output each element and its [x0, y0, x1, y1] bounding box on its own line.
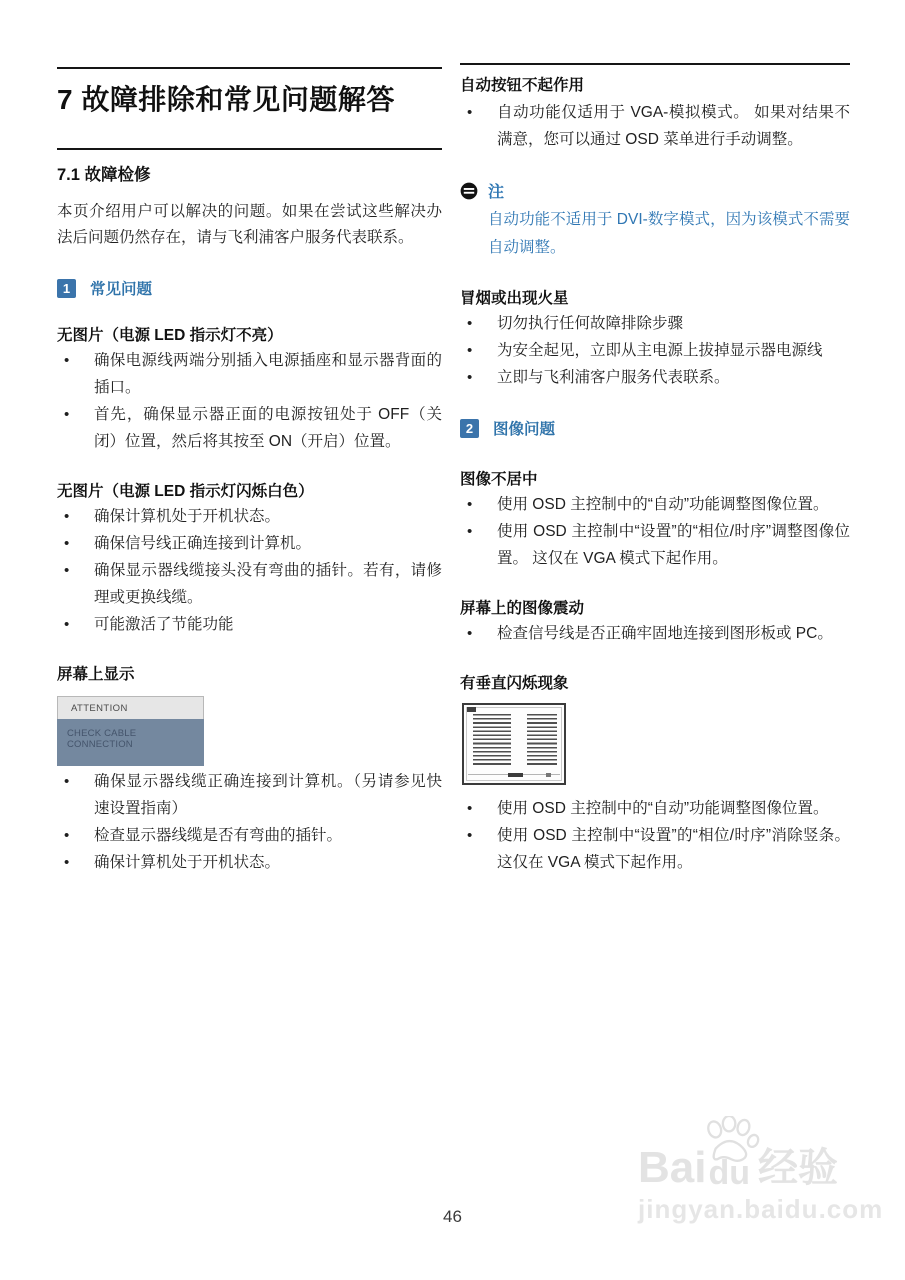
problem-heading: 有垂直闪烁现象 [460, 675, 569, 692]
section-badge-label: 常见问题 [90, 281, 153, 298]
section-badge-label: 图像问题 [493, 421, 556, 438]
bullet-list [460, 491, 850, 572]
attention-dialog-title: ATTENTION [57, 696, 204, 719]
section-number-badge: 2 [460, 419, 479, 438]
problem-heading: 图像不居中 [460, 471, 538, 488]
vertical-flicker-screen-image [462, 703, 566, 785]
flicker-stripes-right [527, 714, 557, 767]
list-item: • 使用 OSD 主控制中“设置”的“相位/时序”调整图像位置。 这仅在 VGA 模式下起作用。 [460, 518, 850, 572]
section-divider [57, 148, 442, 150]
problem-heading: 冒烟或出现火星 [460, 290, 569, 307]
problem-heading: 屏幕上显示 [57, 666, 135, 683]
watermark-text-du: du [708, 1154, 751, 1192]
list-item: • 使用 OSD 主控制中的“自动”功能调整图像位置。 [460, 795, 850, 822]
list-item: • 确保电源线两端分别插入电源插座和显示器背面的插口。 [57, 347, 442, 401]
bullet-list [57, 768, 442, 876]
note-icon [460, 182, 478, 200]
screen-bottom-dash [508, 773, 523, 777]
watermark-url: jingyan.baidu.com [638, 1194, 884, 1224]
bullet-list [460, 795, 850, 876]
bullet-list [460, 310, 850, 391]
section-divider [57, 67, 442, 69]
list-item: • 确保信号线正确连接到计算机。 [57, 530, 442, 557]
bullet-list [460, 99, 850, 153]
problem-heading: 自动按钮不起作用 [460, 77, 585, 94]
screen-logo-mark [467, 707, 476, 712]
list-item: • 确保计算机处于开机状态。 [57, 849, 442, 876]
numbered-section-2 [460, 417, 850, 439]
screen-bottom-dot [546, 773, 551, 777]
problem-heading: 无图片（电源 LED 指示灯不亮） [57, 327, 283, 344]
note-label: 注 [488, 184, 505, 201]
subsection-title: 7.1 故障检修 [57, 166, 151, 184]
list-item: • 首先，确保显示器正面的电源按钮处于 OFF（关闭）位置，然后将其按至 ON（开启）位置。 [57, 401, 442, 455]
list-item: • 为安全起见，立即从主电源上拔掉显示器电源线 [460, 337, 850, 364]
page-number: 46 [443, 1207, 462, 1226]
list-item: • 立即与飞利浦客户服务代表联系。 [460, 364, 850, 391]
note-block [460, 179, 850, 262]
bullet-list [57, 347, 442, 455]
attention-dialog-message: CHECK CABLE CONNECTION [57, 719, 204, 766]
paw-icon [702, 1116, 760, 1162]
attention-dialog-image [57, 696, 204, 766]
list-item: • 使用 OSD 主控制中的“自动”功能调整图像位置。 [460, 491, 850, 518]
watermark-text-bai: Bai [638, 1143, 707, 1192]
right-column [460, 0, 850, 876]
list-item: • 确保计算机处于开机状态。 [57, 503, 442, 530]
list-item: • 切勿执行任何故障排除步骤 [460, 310, 850, 337]
note-head [460, 179, 850, 202]
flicker-stripes-left [473, 714, 511, 767]
left-column [57, 0, 442, 876]
bullet-list [460, 620, 850, 647]
watermark-text-jingyan: 经验 [758, 1146, 839, 1190]
chapter-title: 7 故障排除和常见问题解答 [57, 84, 395, 115]
list-item: • 检查信号线是否正确牢固地连接到图形板或 PC。 [460, 620, 850, 647]
intro-paragraph: 本页介绍用户可以解决的问题。如果在尝试这些解决办法后问题仍然存在，请与飞利浦客户服务代表联系。 [57, 203, 442, 246]
problem-heading: 无图片（电源 LED 指示灯闪烁白色） [57, 483, 314, 500]
section-number-badge: 1 [57, 279, 76, 298]
list-item: • 检查显示器线缆是否有弯曲的插针。 [57, 822, 442, 849]
problem-heading: 屏幕上的图像震动 [460, 600, 585, 617]
baidu-jingyan-watermark [638, 1143, 884, 1225]
bullet-list [57, 503, 442, 638]
list-item: • 确保显示器线缆正确连接到计算机。（另请参见快速设置指南） [57, 768, 442, 822]
watermark-du-wrap [708, 1156, 750, 1190]
watermark-logo-row [638, 1143, 868, 1192]
list-item: • 使用 OSD 主控制中“设置”的“相位/时序”消除竖条。这仅在 VGA 模式下起作用。 [460, 822, 850, 876]
list-item: • 可能激活了节能功能 [57, 611, 442, 638]
section-divider [460, 63, 850, 65]
note-text: 自动功能不适用于 DVI-数字模式，因为该模式不需要自动调整。 [488, 211, 850, 256]
list-item: • 确保显示器线缆接头没有弯曲的插针。若有，请修理或更换线缆。 [57, 557, 442, 611]
list-item: • 自动功能仅适用于 VGA-模拟模式。 如果对结果不满意，您可以通过 OSD 菜单进行手动调整。 [460, 99, 850, 153]
numbered-section-1 [57, 277, 442, 299]
